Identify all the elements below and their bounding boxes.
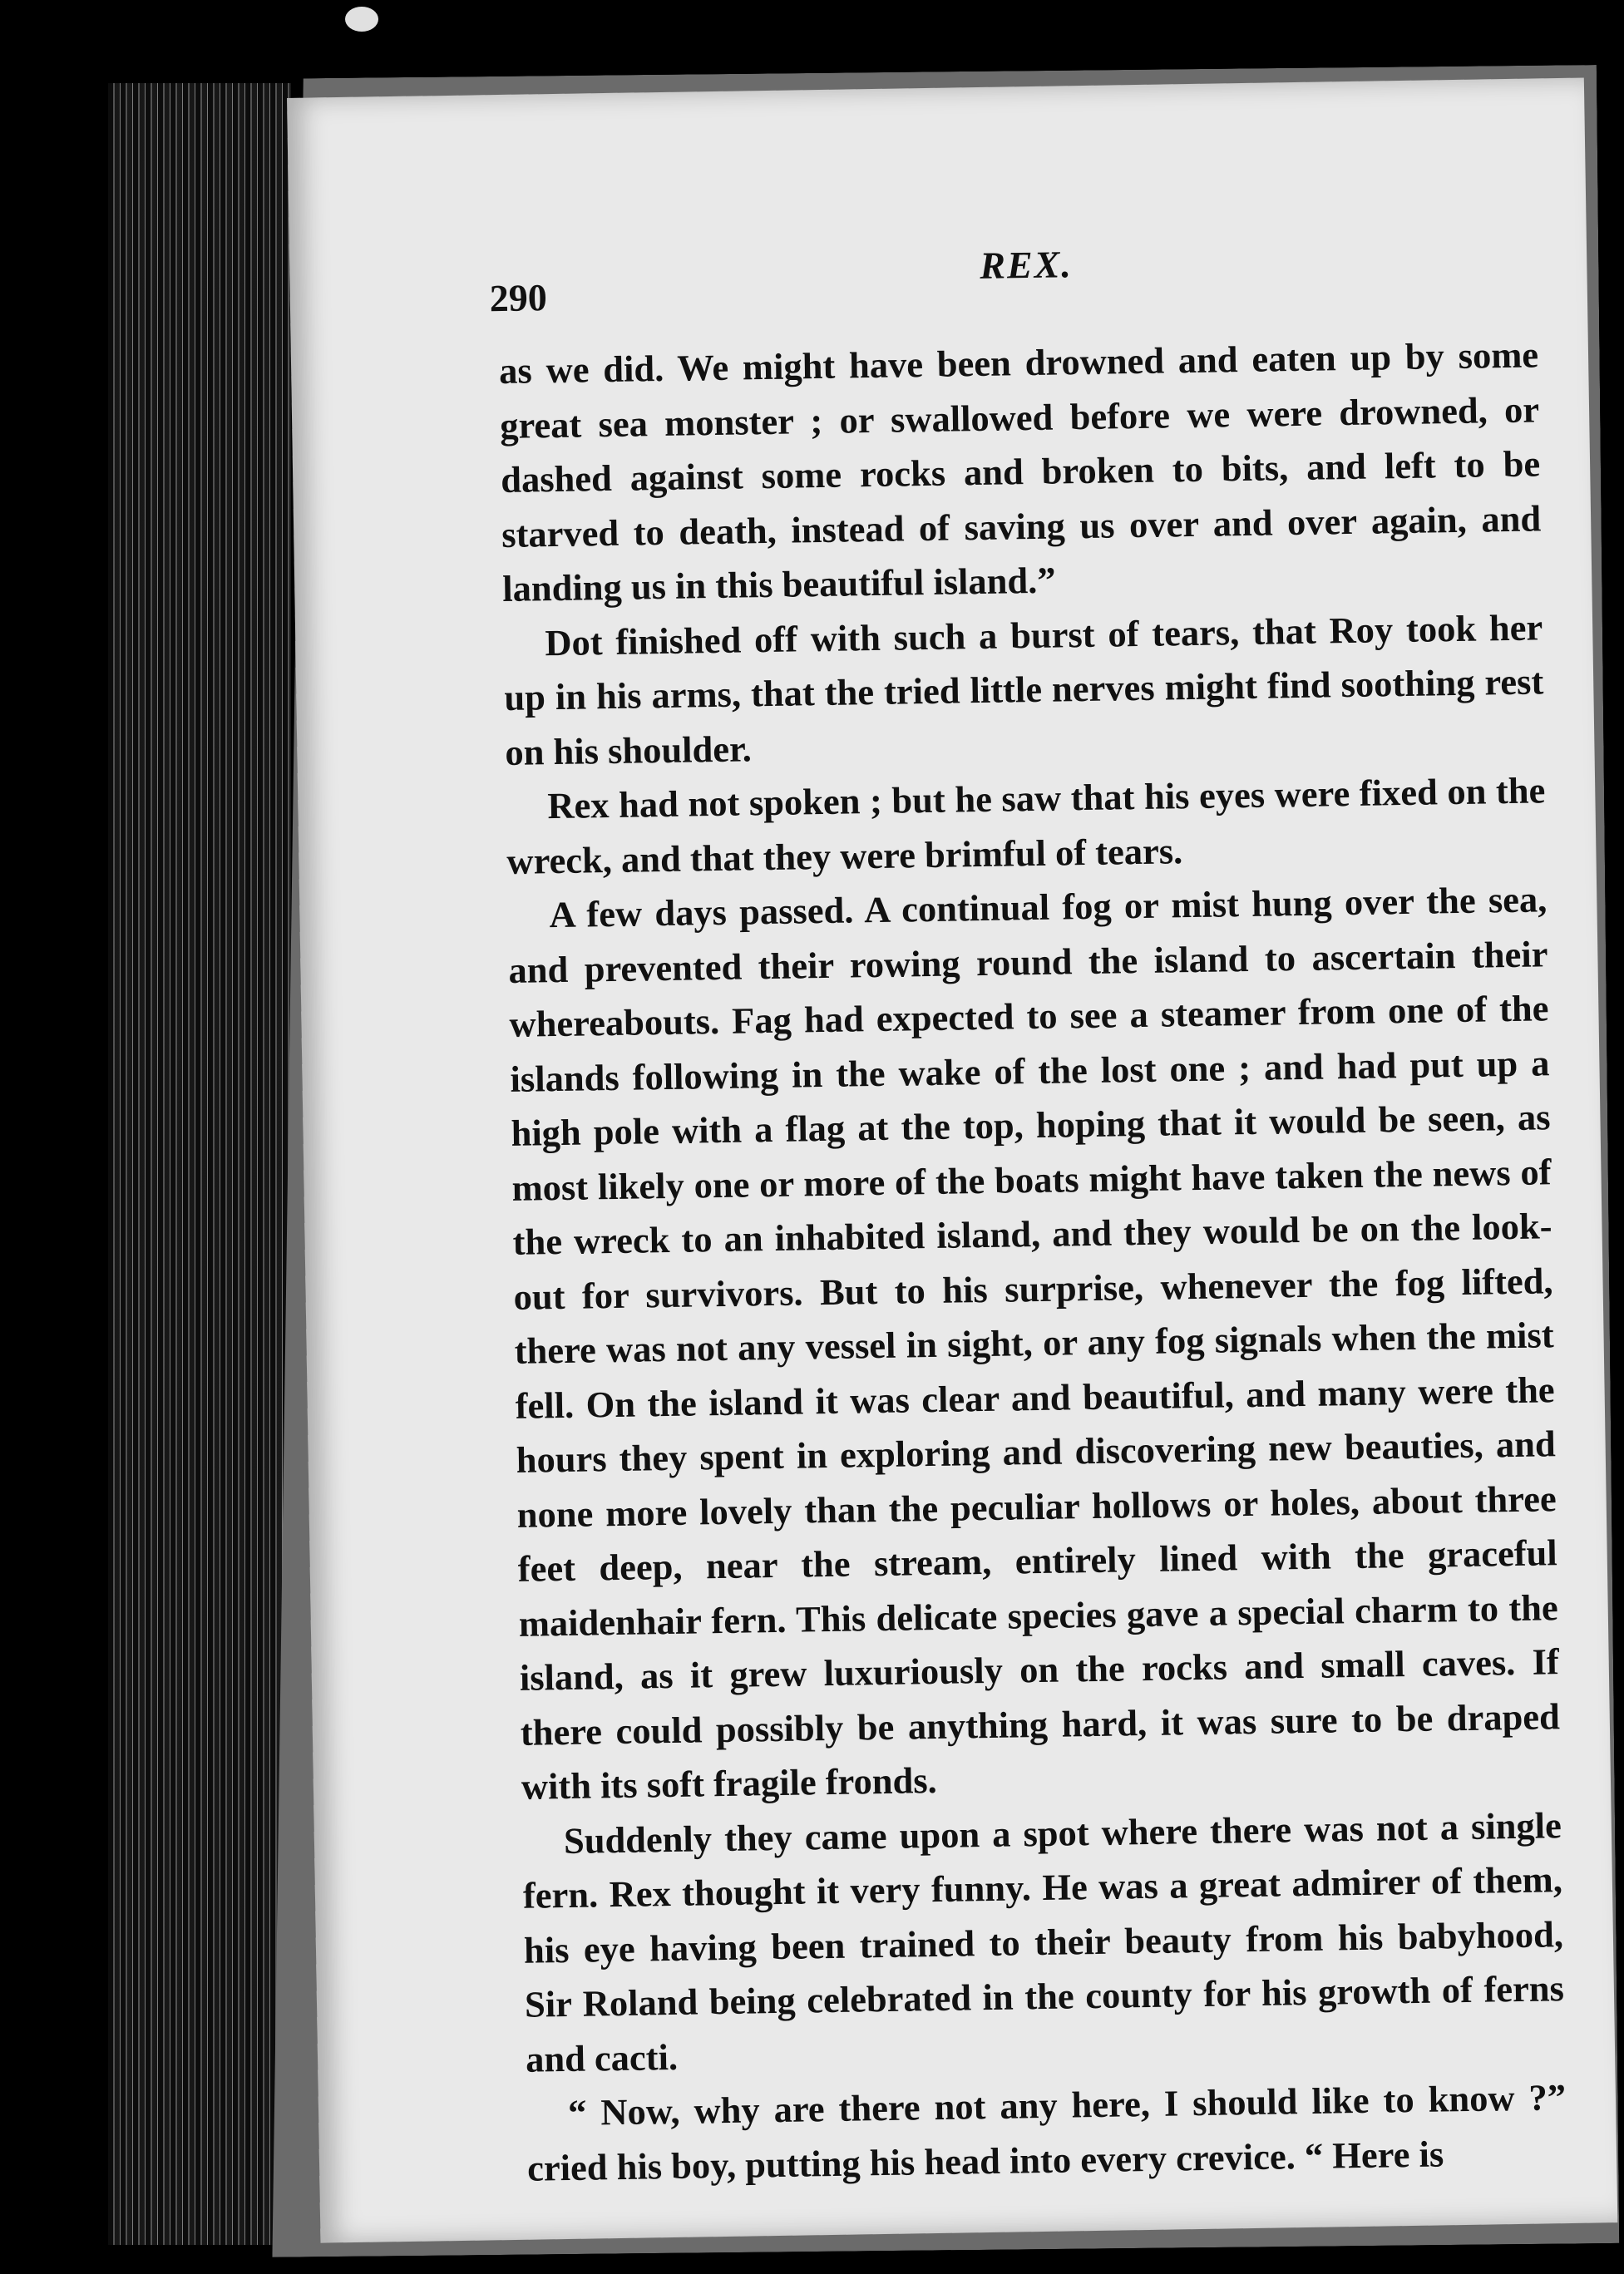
scan-speck [345,7,378,32]
page-text [499,328,1567,2195]
paragraph: Dot finished off with such a burst of tears, that Roy took her up in his arms, that the tried little nerves might find soothing rest on his shoulder. [503,605,1544,773]
paragraph: Rex had not spoken ; but he saw that his eyes were fixed on the wreck, and that they were brimful of tears. [506,769,1546,882]
paragraph: “ Now, why are there not any here, I should like to know ?” cried his boy, putting his head into every crevice. “ Here is [526,2076,1567,2189]
paragraph: as we did. We might have been drowned and eaten up by some great sea monster ; or swallowed before we were drowned, or dashed against some rocks and broken to bits, and left to be starved to death, instead of saving us over and over again, and landing us in this beautiful island.” [498,333,1542,609]
running-title: REX. [979,243,1074,287]
paragraph: Suddenly they came upon a spot where there was not a single fern. Rex thought it very funny. He was a great admirer of them, his eye having been trained to their beauty from his babyhood, Sir Roland being celebrated in the county for his growth of ferns and cacti. [522,1803,1565,2080]
book-page [287,77,1617,2242]
book-page-edges [108,83,291,2245]
paragraph: A few days passed. A continual fog or mist hung over the sea, and prevented their rowing round the island to ascertain their whereabouts. Fag had expected to see a steamer from one of the islands following in the wake of the lost one ; and had put up a high pole with a flag at the top, hoping that it would be seen, as most likely one or more of the boats might have taken the news of the wreck to an inhabited island, and they would be on the look-out for survivors. But to his surprise, whenever the fog lifted, there was not any vessel in sight, or any fog signals when the mist fell. On the island it was clear and beautiful, and many were the hours they spent in exploring and discovering new beauties, and none more lovely than the peculiar hollows or holes, about three feet deep, near the stream, entirely lined with the graceful maidenhair fern. This delicate species gave a special charm to the island, as it grew luxuriously on the rocks and small caves. If there could possibly be anything hard, it was sure to be draped with its soft fragile fronds. [508,878,1561,1808]
page-number: 290 [489,276,548,320]
running-head [289,243,1587,320]
